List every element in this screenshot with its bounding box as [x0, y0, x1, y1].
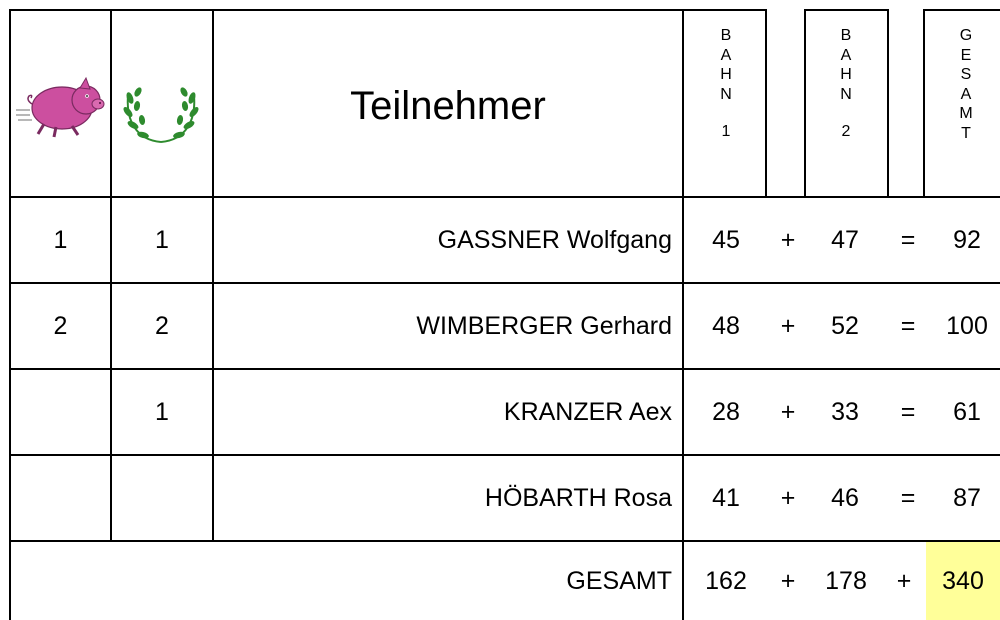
gesamt-letter: M [959, 105, 973, 122]
row-4-equals: = [900, 483, 916, 512]
row-3-class-rank: 1 [155, 397, 169, 426]
row-1-class-rank: 1 [155, 225, 169, 254]
row-4-plus: + [780, 483, 796, 512]
summary-bahn2: 178 [825, 566, 867, 595]
summary-bahn1: 162 [705, 566, 747, 595]
bahn1-letter: B [720, 27, 732, 44]
row-1-bahn1: 45 [712, 225, 740, 254]
row-3-name: KRANZER Aex [503, 397, 672, 426]
row-3-bahn2: 33 [831, 397, 859, 426]
gesamt-letter: T [961, 124, 971, 142]
pig-icon [14, 70, 108, 140]
row-2-total: 100 [946, 311, 988, 340]
summary-label: GESAMT [566, 566, 672, 595]
row-2-bahn2: 52 [831, 311, 859, 340]
row-3-plus: + [780, 397, 796, 426]
summary-plus-1: + [780, 566, 796, 595]
bahn1-letter: N [720, 85, 732, 103]
row-4-bahn2: 46 [831, 483, 859, 512]
bahn1-letter: H [720, 66, 732, 83]
bahn1-spacer-box [766, 9, 806, 198]
bahn2-heading [822, 26, 870, 142]
summary-plus-2: + [896, 566, 912, 595]
gesamt-letter: S [960, 66, 972, 83]
row-4-total: 87 [953, 483, 981, 512]
row-1-name: GASSNER Wolfgang [437, 225, 672, 254]
teilnehmer-heading: Teilnehmer [350, 83, 546, 128]
gesamt-letter: G [959, 27, 973, 44]
row-2-rank: 2 [53, 311, 68, 340]
gesamt-letter: A [960, 85, 972, 103]
bahn2-letter: N [840, 85, 852, 103]
row-1-plus: + [780, 225, 796, 254]
bahn1-heading [702, 26, 750, 142]
row-4-class-rank [112, 456, 212, 540]
row-3-rank [11, 370, 110, 454]
bahn2-spacer-box [888, 9, 925, 198]
bahn2-letter: B [840, 27, 852, 44]
row-2-equals: = [900, 311, 916, 340]
row-4-rank [11, 456, 110, 540]
gesamt-heading [942, 26, 990, 143]
row-1-total: 92 [953, 225, 981, 254]
laurel-wreath-icon [118, 70, 204, 150]
row-4-bahn1: 41 [712, 483, 740, 512]
row-3-bahn1: 28 [712, 397, 740, 426]
bahn2-letter: H [840, 66, 852, 83]
summary-total: 340 [942, 566, 984, 595]
row-1-rank: 1 [53, 225, 68, 254]
row-3-equals: = [900, 397, 916, 426]
gesamt-letter: E [960, 46, 972, 64]
bahn2-number: 2 [841, 123, 851, 140]
row-1-bahn2: 47 [831, 225, 859, 254]
row-3-total: 61 [953, 397, 981, 426]
bahn1-number: 1 [721, 123, 731, 140]
row-2-name: WIMBERGER Gerhard [416, 311, 672, 340]
row-2-bahn1: 48 [712, 311, 740, 340]
row-2-plus: + [780, 311, 796, 340]
bahn2-letter: A [840, 46, 852, 64]
bahn1-letter: A [720, 46, 732, 64]
row-2-class-rank: 2 [155, 311, 169, 340]
row-4-name: HÖBARTH Rosa [484, 483, 672, 512]
row-1-equals: = [900, 225, 916, 254]
